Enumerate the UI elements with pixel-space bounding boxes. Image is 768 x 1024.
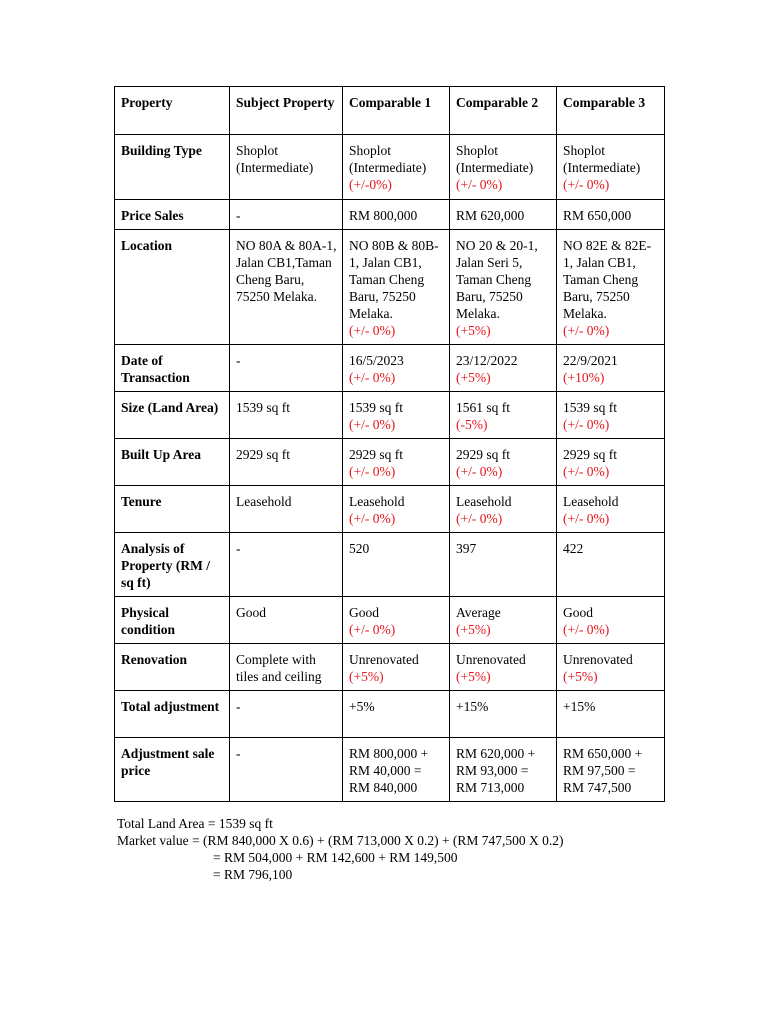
table-cell: Good (230, 597, 343, 644)
table-cell: NO 82E & 82E-1, Jalan CB1, Taman Cheng Baru, 75250 Melaka. (+/- 0%) (557, 230, 665, 345)
table-cell: 16/5/2023 (+/- 0%) (343, 345, 450, 392)
table-row-price-sales (115, 200, 665, 230)
total-land-area-line: Total Land Area = 1539 sq ft (117, 816, 273, 831)
table-cell: +5% (343, 691, 450, 738)
table-cell: 422 (557, 533, 665, 597)
table-cell: Leasehold (230, 486, 343, 533)
table-row-date-of-transaction (115, 345, 665, 392)
table-header-row (115, 87, 665, 135)
table-cell: Average (+5%) (450, 597, 557, 644)
row-label: Renovation (115, 644, 230, 691)
table-cell: +15% (450, 691, 557, 738)
table-cell: RM 620,000 (450, 200, 557, 230)
valuation-comparison-table (114, 86, 665, 802)
table-row-analysis-of-property (115, 533, 665, 597)
table-cell: 520 (343, 533, 450, 597)
table-cell: NO 80A & 80A-1, Jalan CB1,Taman Cheng Baru, 75250 Melaka. (230, 230, 343, 345)
row-label: Analysis of Property (RM / sq ft) (115, 533, 230, 597)
table-cell: Good (+/- 0%) (557, 597, 665, 644)
row-label: Adjustment sale price (115, 738, 230, 802)
table-cell: RM 650,000 (557, 200, 665, 230)
table-cell: - (230, 691, 343, 738)
table-row-building-type (115, 135, 665, 200)
row-label: Building Type (115, 135, 230, 200)
table-cell: Shoplot (Intermediate) (+/- 0%) (557, 135, 665, 200)
table-row-renovation (115, 644, 665, 691)
table-row-total-adjustment (115, 691, 665, 738)
table-cell: 22/9/2021 (+10%) (557, 345, 665, 392)
table-cell: - (230, 200, 343, 230)
table-cell: 1539 sq ft (+/- 0%) (557, 392, 665, 439)
table-cell: NO 80B & 80B-1, Jalan CB1, Taman Cheng Baru, 75250 Melaka. (+/- 0%) (343, 230, 450, 345)
table-cell: Unrenovated (+5%) (450, 644, 557, 691)
table-cell: Good (+/- 0%) (343, 597, 450, 644)
table-cell: 397 (450, 533, 557, 597)
table-cell: NO 20 & 20-1, Jalan Seri 5, Taman Cheng Baru, 75250 Melaka. (+5%) (450, 230, 557, 345)
table-cell: Shoplot (Intermediate) (+/-0%) (343, 135, 450, 200)
market-value-formula-line: Market value = (RM 840,000 X 0.6) + (RM 713,000 X 0.2) + (RM 747,500 X 0.2) (117, 833, 564, 848)
header-property: Property (115, 87, 230, 135)
table-cell: 2929 sq ft (+/- 0%) (557, 439, 665, 486)
table-cell: 1539 sq ft (230, 392, 343, 439)
row-label: Physical condition (115, 597, 230, 644)
table-row-size-land-area (115, 392, 665, 439)
table-cell: 1539 sq ft (+/- 0%) (343, 392, 450, 439)
header-comparable-1: Comparable 1 (343, 87, 450, 135)
market-value-result-line: = RM 796,100 (213, 867, 293, 882)
table-cell: Complete with tiles and ceiling (230, 644, 343, 691)
table-cell: Unrenovated (+5%) (557, 644, 665, 691)
row-label: Size (Land Area) (115, 392, 230, 439)
table-cell: 2929 sq ft (230, 439, 343, 486)
table-cell: Leasehold (+/- 0%) (343, 486, 450, 533)
row-label: Tenure (115, 486, 230, 533)
table-cell: Unrenovated (+5%) (343, 644, 450, 691)
table-row-built-up-area (115, 439, 665, 486)
market-value-subtotal-line: = RM 504,000 + RM 142,600 + RM 149,500 (213, 850, 458, 865)
table-cell: 2929 sq ft (+/- 0%) (343, 439, 450, 486)
table-cell: 23/12/2022 (+5%) (450, 345, 557, 392)
table-cell: Shoplot (Intermediate) (+/- 0%) (450, 135, 557, 200)
row-label: Built Up Area (115, 439, 230, 486)
table-row-physical-condition (115, 597, 665, 644)
table-cell: Leasehold (+/- 0%) (557, 486, 665, 533)
table-row-tenure (115, 486, 665, 533)
table-cell: RM 650,000 + RM 97,500 = RM 747,500 (557, 738, 665, 802)
header-comparable-2: Comparable 2 (450, 87, 557, 135)
header-subject-property: Subject Property (230, 87, 343, 135)
row-label: Date of Transaction (115, 345, 230, 392)
table-cell: 1561 sq ft (-5%) (450, 392, 557, 439)
market-value-calculation (117, 815, 564, 883)
row-label: Location (115, 230, 230, 345)
table-cell: - (230, 533, 343, 597)
table-cell: RM 800,000 + RM 40,000 = RM 840,000 (343, 738, 450, 802)
table-cell: +15% (557, 691, 665, 738)
header-comparable-3: Comparable 3 (557, 87, 665, 135)
table-cell: RM 800,000 (343, 200, 450, 230)
table-row-adjustment-sale-price (115, 738, 665, 802)
table-cell: 2929 sq ft (+/- 0%) (450, 439, 557, 486)
table-cell: RM 620,000 + RM 93,000 = RM 713,000 (450, 738, 557, 802)
row-label: Price Sales (115, 200, 230, 230)
table-row-location (115, 230, 665, 345)
table-cell: Leasehold (+/- 0%) (450, 486, 557, 533)
table-cell: - (230, 738, 343, 802)
row-label: Total adjustment (115, 691, 230, 738)
table-cell: Shoplot (Intermediate) (230, 135, 343, 200)
table-cell: - (230, 345, 343, 392)
